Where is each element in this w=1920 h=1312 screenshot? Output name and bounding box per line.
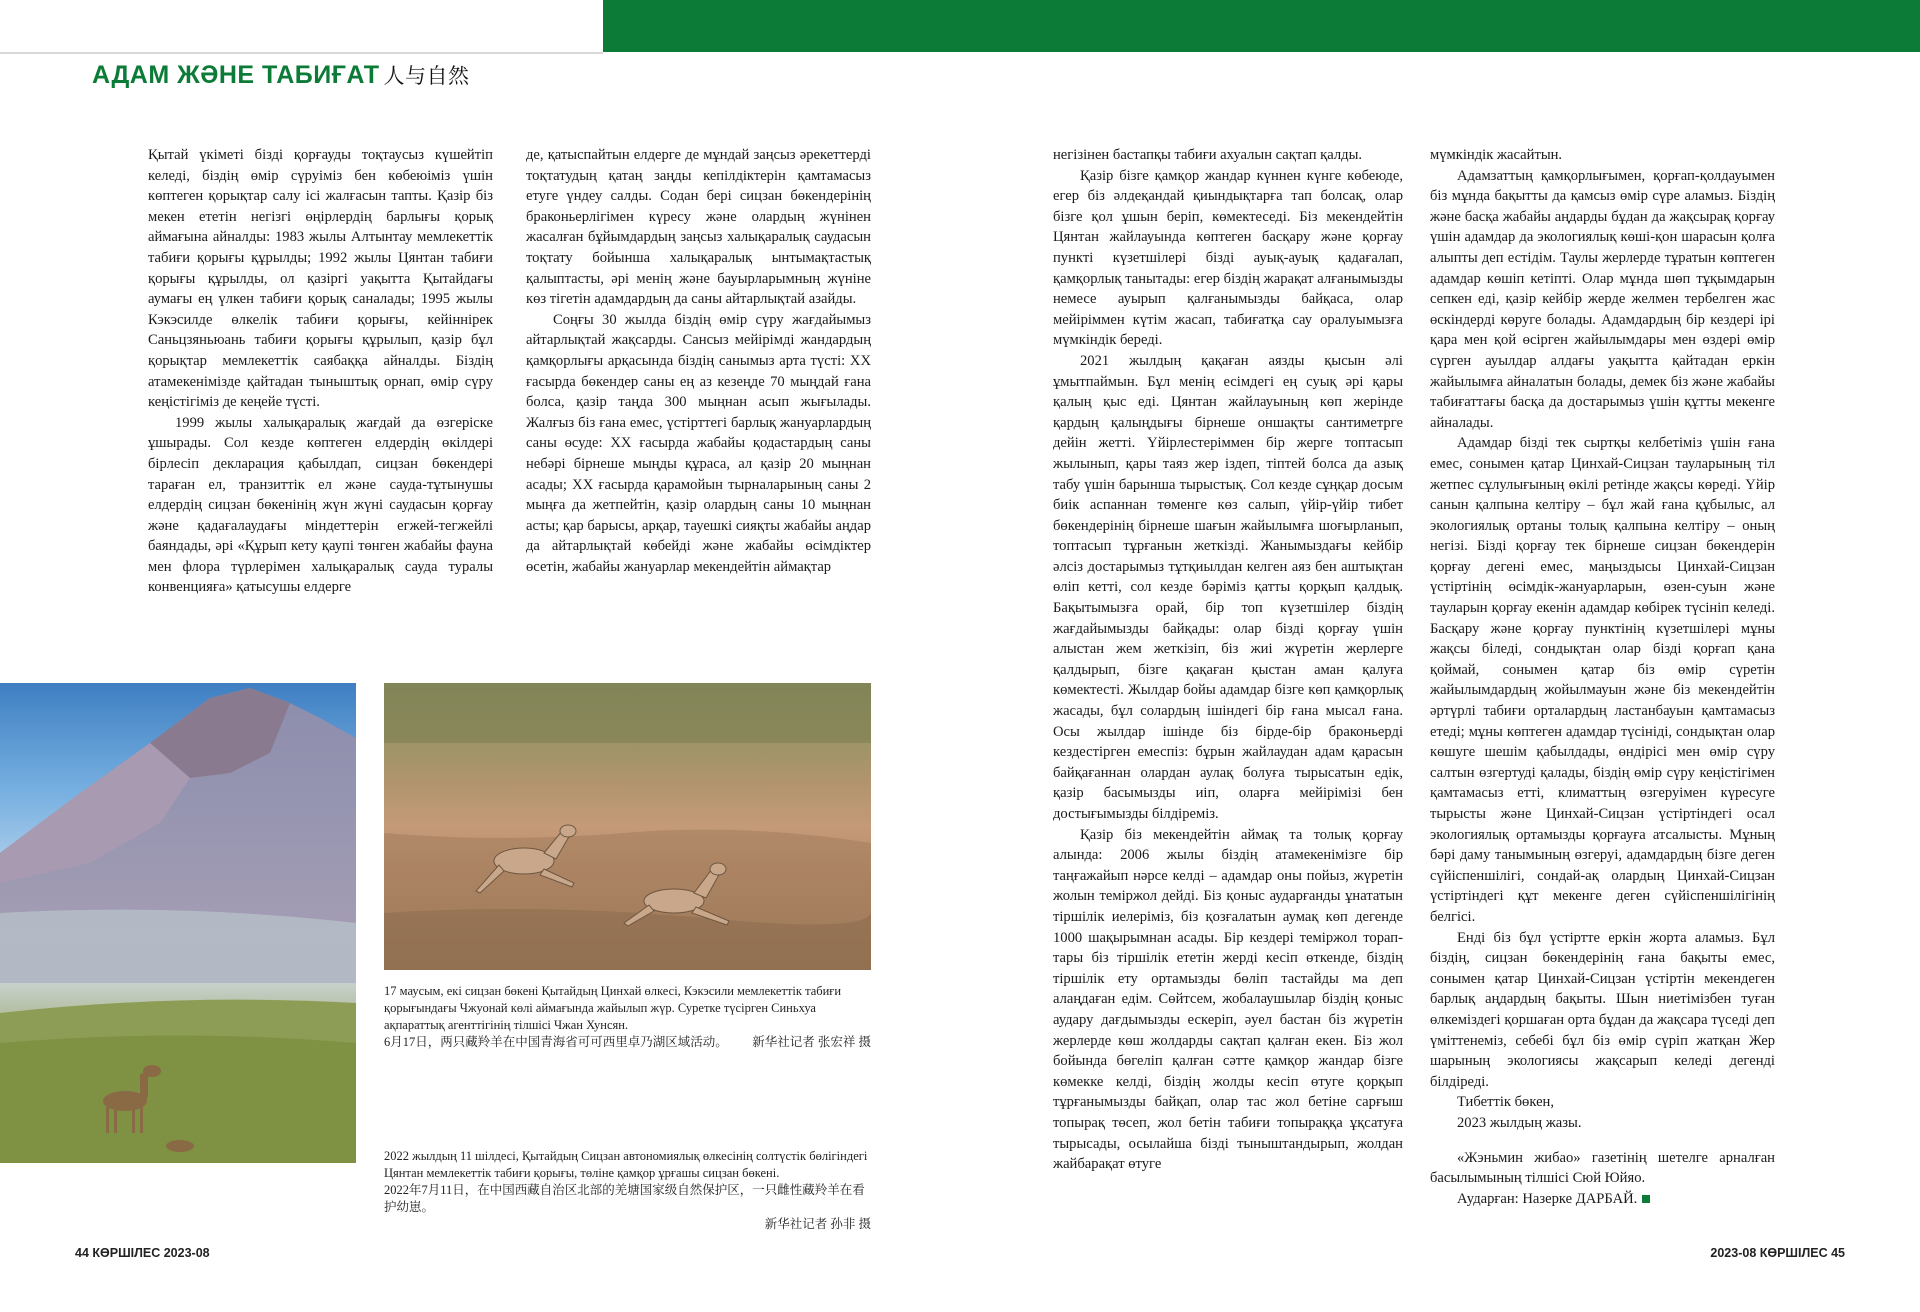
photo-mountain-antelope-illustration xyxy=(0,683,356,1163)
caption-credit-chinese: 新华社记者 孙非 摄 xyxy=(764,1217,871,1231)
caption-chinese-row xyxy=(384,1034,871,1051)
photo-caption-2 xyxy=(384,1148,871,1233)
header-green-bar xyxy=(603,0,1920,52)
credit-translator-text: Аударған: Назерке ДАРБАЙ. xyxy=(1457,1190,1638,1207)
footer-right xyxy=(1710,1246,1845,1260)
caption-credit-chinese: 新华社记者 张宏祥 摄 xyxy=(752,1035,871,1049)
section-title-text: АДАМ ЖӘНЕ ТАБИҒАТ xyxy=(92,61,380,89)
photo-running-antelopes-illustration xyxy=(384,683,871,970)
caption-text-kazakh: 2022 жылдың 11 шілдесі, Қытайдың Сицзан автономиялық өлкесінің солтүстік бөлігіндегі Цянтан мемлекеттік табиғи қорығы, төліне қамқор ұрғашы сицзан бөкені. xyxy=(384,1149,868,1180)
photo-mountain-antelope xyxy=(0,683,356,1163)
caption-text-kazakh: 17 маусым, екі сицзан бөкені Қытайдың Цинхай өлкесі, Кэкэсили мемлекеттік табиғи қорығындағы Чжуонай көлі аймағында жайылып жүр. Суретке түсірген Синьхуа ақпараттық агенттігінің тілшісі Чжан Хунсян. xyxy=(384,984,842,1032)
article-column-3 xyxy=(1053,145,1403,1230)
magazine-issue-right: 2023-08 КӨРШІЛЕС xyxy=(1710,1246,1828,1260)
header-divider-line xyxy=(0,52,603,54)
paragraph: 2021 жылдың қақаған аязды қысын әлі ұмытпаймын. Бұл менің есімдегі ең суық әрі қары қалың қыс еді. Цянтан жайлауының көп жерінде қардың қалыңдығы бірнеше оншақты сантиметрге дейін жетті. Үйірлестеріммен бір жерге топтасып жылынып, қары таяз жер іздеп, тіптей болса да азық табу үшін барынша тырыстық. Сол кезде сұңқар досым биік аспаннан төменге көз салып, үйір-үйір тибет бөкендерінің бірнеше шағын жайылымға шоғырланып, топтасып тұрғанын жеткізді. Жанымыздағы кейбір әлсіз достарымыз тұтқиылдан келген аяз бен аштықтан өліп кетті, сол кезде бәріміз қатты қорқып қалдық. Бақытымызға орай, бір топ күзетшілер біздің жағдайымызды байқады: олар бізді қорғау үшін алыстан жем жеткізіп, біз жиі жүретін жерлерге қалдырып, бізге қақаған қыстан аман қалуға көмектесті. Жылдар бойы адамдар бізге көп қамқорлық жасады, бұл солардың ішіндегі бір ғана мысал ғана. Осы жылдар ішінде біз бірде-бір браконьерді кездестірген емеспіз: бұрын жайлаудан адам қарасын байқағаннан олардан аулақ болуға тырысатын едік, қазір басымызды иіп, оларға мейірімізі бен достығымызды білдіреміз. xyxy=(1053,352,1403,822)
paragraph: Соңғы 30 жылда біздің өмір сүру жағдайымыз айтарлықтай жақсарды. Сансыз мейірімді жандардың қамқорлығы арқасында біздің санымыз арта түсті: ХХ ғасырда бөкендер саны ең аз кезеңде 70 мыңдай ғана болса, қазір таңда 300 мыңнан асып жығылады. Жалғыз біз ғана емес, үстірттегі барлық жануарлардың саны өсуде: ХХ ғасырда жабайы қодастардың саны небәрі бірнеше мыңды құраса, ал қазір 20 мыңнан асады; ХХ ғасырда қарамойын тырналарының саны 2 мыңға да жетпейтін, қазір олардың саны 10 мыңнан асты; қар барысы, арқар, тауешкі сияқты жабайы аңдар да айтарлықтай көбейді және жабайы өсімдіктер өсетін, жабайы жануарлар мекендейтін аймақтар xyxy=(526,311,871,575)
caption-text-chinese: 6月17日，两只藏羚羊在中国青海省可可西里卓乃湖区域活动。 xyxy=(384,1035,728,1049)
paragraph: негізінен бастапқы табиғи ахуалын сақтап қалды. xyxy=(1053,147,1363,163)
end-mark-icon xyxy=(1642,1195,1650,1203)
paragraph: де, қатыспайтын елдерге де мұндай заңсыз әрекеттерді тоқтатудың қатаң заңды кепілдіктерін қамтамасыз етуге үндеу салды. Содан бері сицзан бөкендерінің браконьерлігімен күресу және олардың жүнінен жасалған бұйымдардың заңсыз халықаралық саудасын тоқтату бойынша халықаралық ынтымақтастық қалыптасты, әрі менің және бауырларымның жүніне көз тігетін адамдардың да саны айтарлықтай азайды. xyxy=(526,147,871,308)
paragraph: Қазір бізге қамқор жандар күннен күнге көбеюде, егер біз әлдеқандай қиындықтарға тап болсақ, олар бізге қол ұшын беріп, көмектеседі. Біз мекендейтін Цянтан жайлауында көптеген басқару және қорғау пункті күзетшілері бізді ауық-ауық қадағалап, қамқорлық танытады: егер біздің жарақат алғанымызды немесе ауырып қалғанымызды байқаса, олар мейіріммен күтім жасап, табиғатқа сау оралуымызға мүмкіндік береді. xyxy=(1053,167,1403,349)
paragraph: Қытай үкіметі бізді қорғауды тоқтаусыз күшейтіп келеді, біздің өмір сүруіміз бен көбеюіміз үшін көптеген қорықтар салу ісі жалғасын тапты. Қазір біз мекен ететін негізгі өңірлердің барлығы қорық аймағына айналды: 1983 жылы Алтынтау мемлекеттік табиғи қорығы құрылды; 1992 жылы Цянтан табиғи қорығы құрылды, ол қазіргі уақытта Қытайдағы аумағы ең үлкен табиғи қорық саналады; 1995 жылы Кэкэсилде өлкелік табиғи қорығы, кейіннірек Саньцзяньюань табиғи қорығы құрылып, қазір бұл қорықтар мемлекеттік саябаққа айналды. Біздің атамекенімізде қайтадан тыныштық орнап, өмір сүру кеңістігіміз де кеңейе түсті. xyxy=(148,147,493,411)
paragraph: Енді біз бұл үстіртте еркін жорта аламыз. Бұл біздің, сицзан бөкендерінің ғана бақыты емес, сонымен қатар Цинхай-Сицзан үстіртін мекендеген барлық аңдардың бақыты. Шын ниетімізбен туған өлкеміздегі қоршаған орта бұдан да жақсара түседі деп үміттенеміз, себебі бұл біз өмір сүріп жатқан Жер шарының экологиясы жақсарып келеді дегенді білдіреді. xyxy=(1430,929,1775,1090)
photo-running-antelopes xyxy=(384,683,871,970)
signature-line: Тибеттік бөкен, xyxy=(1457,1094,1555,1111)
paragraph: мүмкіндік жасайтын. xyxy=(1430,147,1563,163)
caption-text-chinese: 2022年7月11日，在中国西藏自治区北部的羌塘国家级自然保护区，一只雌性藏羚羊在看护幼崽。 xyxy=(384,1183,865,1214)
article-column-1 xyxy=(148,145,493,600)
paragraph: Адамдар бізді тек сыртқы келбетіміз үшін ғана емес, сонымен қатар Цинхай-Сицзан тауларының тіл жетпес сұлулығының өкілі ретінде жақсы көреді. Үйір санын қалпына келтіру – бұл жай ғана құбылыс, ал экологиялық ортаны толық қалпына келтіру – оның негізі. Бізді қорғау тек бірнеше сицзан бөкендерін қорғау дегені емес, маңыздысы Цинхай-Сицзан үстіртінің өсімдік-жануарларын, өзен-суын және тауларын қорғау екенін адамдар көбірек түсініп келеді. Басқару және қорғау пунктінің күзетшілері мұны жақсы біледі, сондықтан олар бізді қорғап қана қоймай, сонымен қатар біз өмір сүретін жайылымдардың жойылмауын және біз мекендейтін әртүрлі табиғи орталардың ластанбауын қамтамасыз етеді; мұны көптеген адамдар түсініді, сондықтан олар көшуге шешім қабылдады, өндірісі мен өмір сүру салтын өзгертуді қалады, біздің өмір сүру кеңістігімен қамтамасыз етті, климаттың өзгеруімен күресуге тырысты және Цинхай-Сицзан үстіртіндегі осал экологиялық ортамызды қорғауға атсалысты. Мұның бәрі даму танымының өзгеруі, адамдардың бізге деген сүйіспеншілігі, сондай-ақ олардың Цинхай-Сицзан үстіртіндегі құт мекенге деген сүйіспеншілігінің белгісі. xyxy=(1430,435,1775,925)
footer-left xyxy=(75,1246,210,1260)
signature-date: 2023 жылдың жазы. xyxy=(1457,1114,1582,1131)
photo-caption-1 xyxy=(384,983,871,1051)
magazine-issue-left: КӨРШІЛЕС 2023-08 xyxy=(92,1246,210,1260)
credit-author: «Жэньмин жибао» газетінің шетелге арналған басылымының тілшісі Сюй Юйяо. xyxy=(1430,1149,1775,1187)
section-title-chinese: 人与自然 xyxy=(383,65,470,88)
page-number-left: 44 xyxy=(75,1246,89,1260)
article-column-2 xyxy=(526,145,871,600)
paragraph: 1999 жылы халықаралық жағдай да өзгеріске ұшырады. Сол кезде көптеген елдердің өкілдері бірлесіп декларация қабылдап, сицзан бөкендері тараған ел, транзиттік ел және сауда-тұтынушы елдердің сицзан бөкенінің жүн жүні саудасын қорғау және қадағалаудағы міндеттерін егжей-тегжейлі баяндады, әрі «Құрып кету қаупі төнген жабайы фауна мен флора түрлерімен халықаралық сауда туралы конвенцияға» қатысушы елдерге xyxy=(148,414,493,596)
paragraph: Адамзаттың қамқорлығымен, қорғап-қолдауымен біз мұнда бақытты да қамсыз өмір сүре аламыз. Біздің және басқа жабайы аңдарды бұдан да жақсырақ қорғау үшін адамдар да экологиялық көші-қон шарасын қолға алыпты деп естідім. Таулы жерлерде тұратын көптеген адамдар көшіп кетіпті. Олар мұнда шөп тұқымдарын сепкен еді, қазір кейбір жерде желмен тербелген жас өскіндерді көруге болады. Адамдардың бір кездері ірі қара мен қой өсірген жайылымдары мен өздері өмір сүрген ауылдар алдағы уақытта қайтадан еркін жайылымға айналатын болады, демек біз және жабайы табиғаттағы басқа да достарымыз үшін құтты мекенге айналады. xyxy=(1430,167,1775,431)
paragraph: Қазір біз мекендейтін аймақ та толық қорғау алында: 2006 жылы біздің атамекенімізге бір таңғажайып нәрсе келді – адамдар оны пойыз, жүретін жолын теміржол дейді. Біз қоныс аударғанды ұнататын тіршілік иелеріміз, біз қозғалатын аумақ көп дегенде 1000 шақырымнан асады. Бір кездері теміржол тораптары біз тіршілік ететін жерді кесіп өткенде, біздің тіршілік ету ортамызды бөліп тастайды ма деп алаңдаған едім. Сөйтсем, жобалаушылар біздің қоныс аудару дағдымызды ескеріп, әуел бастан біз жүретін жерлерде көш жолдарды сақтап қалған екен. Біз жол бойында бөгеліп қалған сәтте қамқор жандар бізге көмекке келді, біздің жолды кесіп өтуге қорқып тұрғанымызды байқап, олар тас жол бетіне сарғыш топырақ төсеп, жол бетін табиғи топыраққа ұқсатуға тырысады, осылайша бізді тыныштандырып, жолдан жайбарақат өтуге xyxy=(1053,826,1403,1173)
credit-translator xyxy=(1430,1189,1775,1210)
page-number-right: 45 xyxy=(1831,1246,1845,1260)
article-column-4 xyxy=(1430,145,1775,1230)
section-title xyxy=(92,60,469,90)
